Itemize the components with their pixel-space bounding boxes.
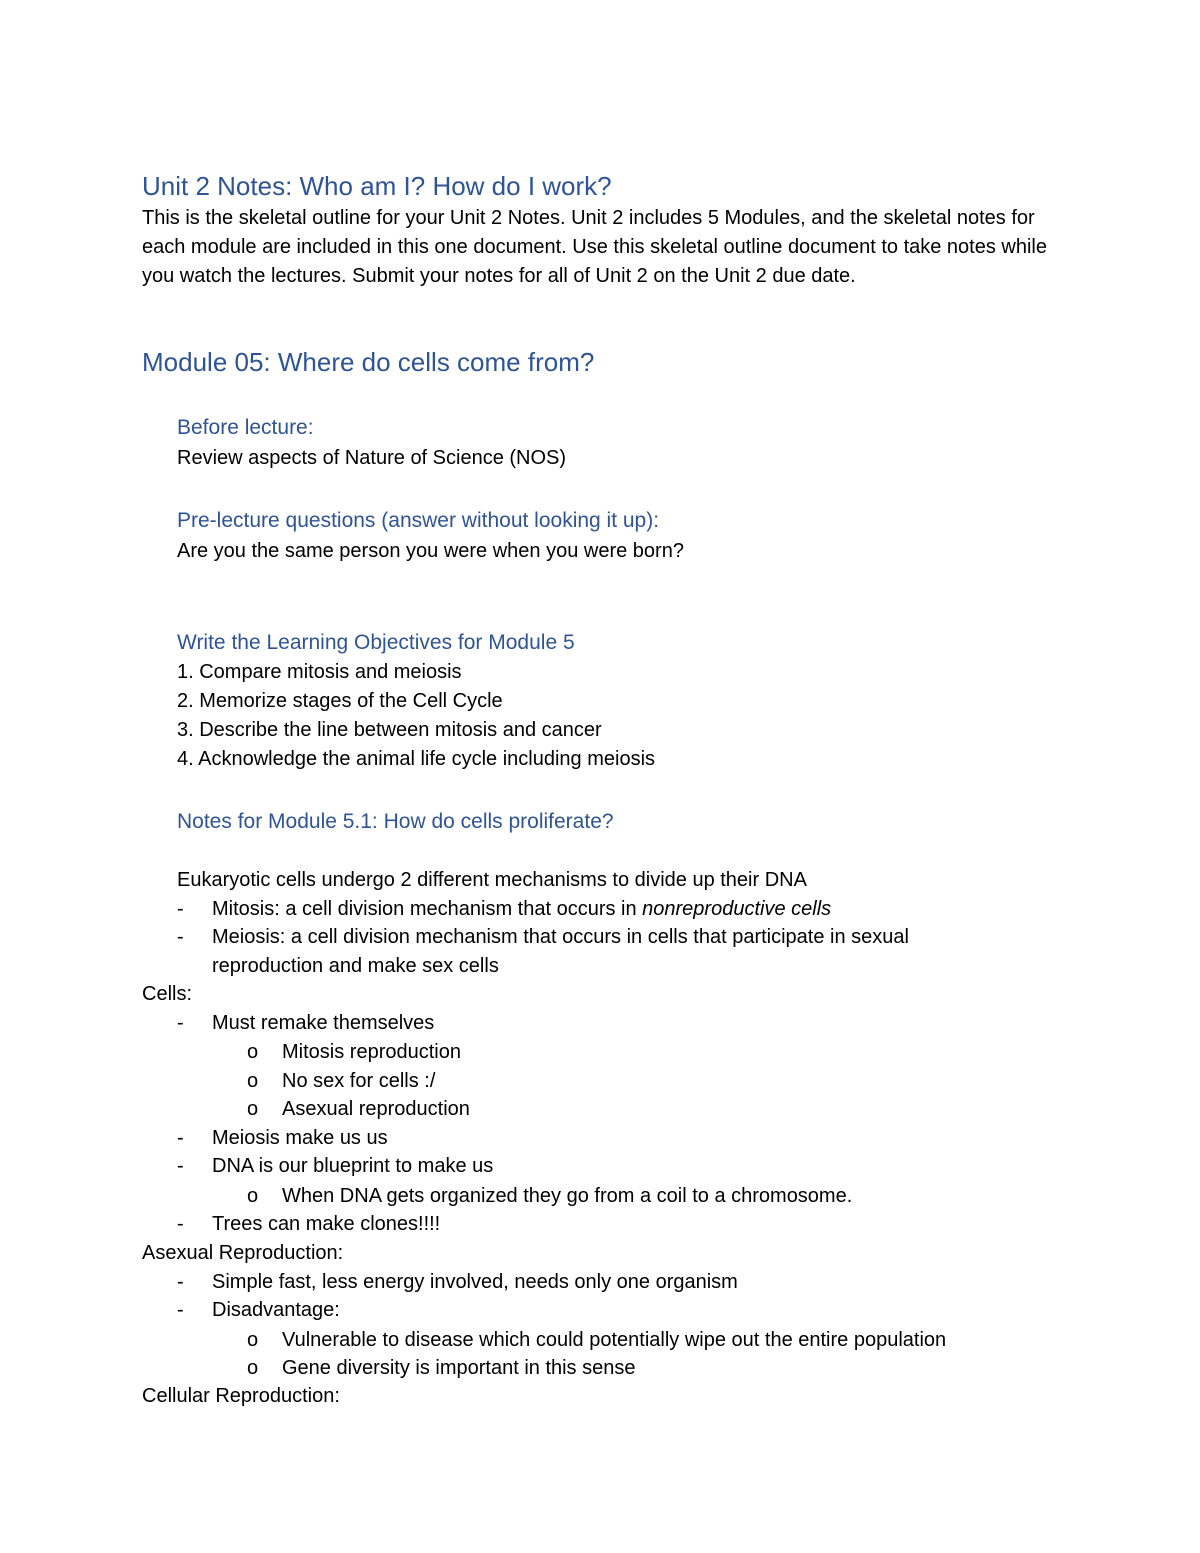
objective-item: 2. Memorize stages of the Cell Cycle (177, 690, 503, 712)
mitosis-reproduction-item: Mitosis reproduction (282, 1041, 461, 1063)
unit-title: Unit 2 Notes: Who am I? How do I work? (142, 171, 612, 201)
dash-bullet: - (177, 1271, 184, 1293)
objective-item: 3. Describe the line between mitosis and cancer (177, 719, 602, 741)
dash-bullet: - (177, 926, 184, 948)
cells-label: Cells: (142, 983, 193, 1005)
no-sex-item: No sex for cells :/ (282, 1070, 436, 1092)
pre-lecture-heading: Pre-lecture questions (answer without looking it up): (177, 509, 660, 532)
dash-bullet: - (177, 1299, 184, 1321)
mitosis-emphasis: nonreproductive cells (642, 898, 832, 920)
disadvantage-item: Disadvantage: (212, 1299, 340, 1321)
circle-bullet: o (247, 1357, 259, 1379)
dash-bullet: - (177, 1012, 184, 1034)
mitosis-definition (212, 895, 831, 924)
must-remake-item: Must remake themselves (212, 1012, 435, 1034)
unit-intro: This is the skeletal outline for your Unit 2 Notes. Unit 2 includes 5 Modules, and the skeletal notes for each module are included in this one document. Use this skeletal outline document to take notes while you watch the lectures. Submit your notes for all of Unit 2 on the Unit 2 due date. (142, 207, 1047, 287)
dash-bullet: - (177, 898, 184, 920)
gene-diversity-item: Gene diversity is important in this sense (282, 1357, 636, 1379)
eukaryotic-line: Eukaryotic cells undergo 2 different mechanisms to divide up their DNA (177, 869, 807, 891)
trees-item: Trees can make clones!!!! (212, 1213, 441, 1235)
dash-bullet: - (177, 1155, 184, 1177)
asexual-reproduction-label: Asexual Reproduction: (142, 1242, 344, 1264)
objective-item: 1. Compare mitosis and meiosis (177, 661, 462, 683)
before-lecture-text: Review aspects of Nature of Science (NOS) (177, 447, 567, 469)
circle-bullet: o (247, 1185, 259, 1207)
objective-item: 4. Acknowledge the animal life cycle including meiosis (177, 748, 656, 770)
dash-bullet: - (177, 1127, 184, 1149)
simple-fast-item: Simple fast, less energy involved, needs only one organism (212, 1271, 738, 1293)
mitosis-definition-text: Mitosis: a cell division mechanism that occurs in (212, 898, 643, 920)
meiosis-definition-line1: Meiosis: a cell division mechanism that occurs in cells that participate in sexual (212, 926, 909, 948)
cellular-reproduction-label: Cellular Reproduction: (142, 1385, 340, 1407)
circle-bullet: o (247, 1041, 259, 1063)
before-lecture-heading: Before lecture: (177, 416, 314, 439)
asexual-reproduction-item: Asexual reproduction (282, 1098, 470, 1120)
dash-bullet: - (177, 1213, 184, 1235)
vulnerable-item: Vulnerable to disease which could potentially wipe out the entire population (282, 1329, 947, 1351)
circle-bullet: o (247, 1070, 259, 1092)
circle-bullet: o (247, 1098, 259, 1120)
dna-organized-item: When DNA gets organized they go from a coil to a chromosome. (282, 1185, 853, 1207)
meiosis-make-item: Meiosis make us us (212, 1127, 388, 1149)
dna-blueprint-item: DNA is our blueprint to make us (212, 1155, 494, 1177)
module-title: Module 05: Where do cells come from? (142, 347, 595, 377)
meiosis-definition-line2: reproduction and make sex cells (212, 955, 499, 977)
objectives-heading: Write the Learning Objectives for Module 5 (177, 631, 575, 654)
circle-bullet: o (247, 1329, 259, 1351)
notes-heading: Notes for Module 5.1: How do cells proliferate? (177, 810, 614, 833)
pre-lecture-question: Are you the same person you were when you were born? (177, 540, 684, 562)
